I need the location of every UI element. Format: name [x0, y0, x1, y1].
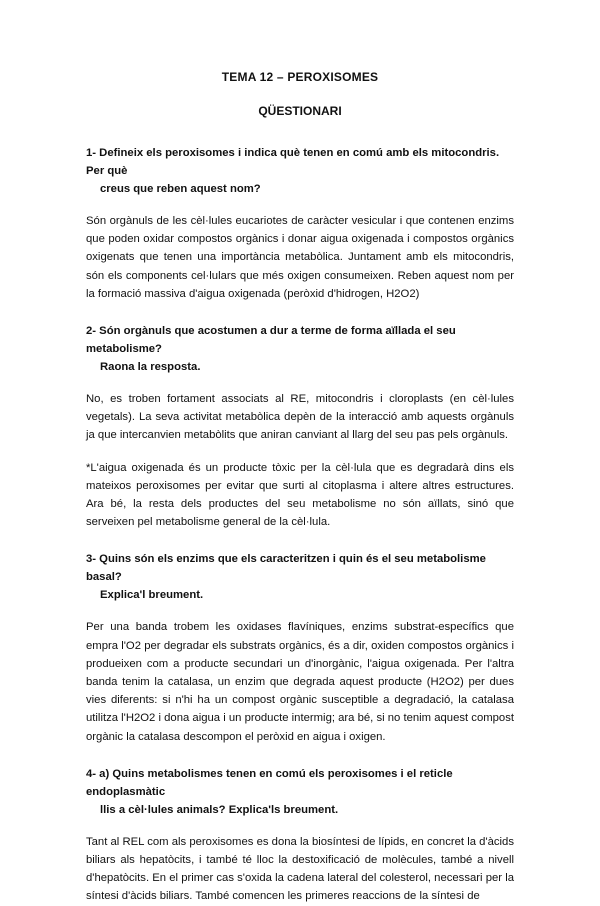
question-4-line2: llis a cèl·lules animals? Explica'ls breument. — [100, 803, 339, 816]
answer-1-paragraph-1: Són orgànuls de les cèl·lules eucariotes de caràcter vesicular i que contenen enzims que poden oxidar compostos orgànics i donar aigua oxigenada i compostos orgànics oxigenats que tenen una importància metabòlica. Juntament amb els mitocondris, són els components cel·lulars que més oxigen consumeixen. Reben aquest nom per la formació massiva d'aigua oxigenada (peròxid d'hidrogen, H2O2) — [86, 215, 514, 300]
question-1-line1: 1- Defineix els peroxisomes i indica què tenen en comú amb els mitocondris. Per què — [86, 147, 500, 177]
document-subtitle: QÜESTIONARI — [258, 104, 342, 118]
answer-2-paragraph-2: *L'aigua oxigenada és un producte tòxic per la cèl·lula que es degradarà dins els mateixos peroxisomes per evitar que surti al citoplasma i altere altres estructures. Ara bé, la resta dels productes del seu metabolisme no són aïllats, sinó que serveixen pel metabolisme general de la cèl·lula. — [86, 461, 514, 529]
question-4-line1: 4- a) Quins metabolismes tenen en comú els peroxisomes i el reticle endoplasmàtic — [86, 767, 453, 798]
question-2 — [86, 322, 514, 376]
question-2-line2: Raona la resposta. — [100, 361, 201, 374]
answer-2-paragraph-1: No, es troben fortament associats al RE, mitocondris i cloroplasts (en cèl·lules vegetals). La seva activitat metabòlica depèn de la interacció amb aquests orgànuls ja que intercanvien metabòlits que aniran canviant al llarg del seu pas pels orgànuls. — [86, 393, 514, 442]
answer-3-paragraph-1: Per una banda trobem les oxidases flavíniques, enzims substrat-específics que empra l'O2 per degradar els substrats orgànics, és a dir, oxiden compostos orgànics i produeixen com a producte secundari un d'inorgànic, l'aigua oxigenada. Per l'altra banda tenim la catalasa, un enzim que degrada aquest producte (H2O2) per dues vies diferents: si n'hi ha un compost orgànic susceptible a degradació, la catalasa utilitza l'H2O2 i dona aigua i un producte intermig; ara bé, si no tenim aquest compost orgànic la catalasa descompon el peròxid en aigua i oxigen. — [86, 621, 514, 743]
question-3-line2: Explica'l breument. — [100, 589, 204, 602]
document-title: TEMA 12 – PEROXISOMES — [221, 70, 379, 84]
answer-4-paragraph-1: Tant al REL com als peroxisomes es dona la biosíntesi de lípids, en concret la d'àcids biliars als hepatòcits, i també té lloc la destoxificació de molècules, també a nivell d'hepatòcits. En el primer cas s'oxida la cadena lateral del colesterol, necessari per la síntesi d'àcids biliars. També comencen les primeres reaccions de la síntesi de — [86, 835, 514, 903]
question-4 — [86, 765, 514, 819]
question-1-line2: creus que reben aquest nom? — [100, 183, 261, 195]
question-3 — [86, 550, 514, 604]
question-3-line1: 3- Quins són els enzims que els caracteritzen i quin és el seu metabolisme basal? — [86, 553, 486, 584]
question-1 — [86, 144, 514, 198]
question-2-line1: 2- Són orgànuls que acostumen a dur a terme de forma aïllada el seu metabolisme? — [86, 325, 456, 356]
